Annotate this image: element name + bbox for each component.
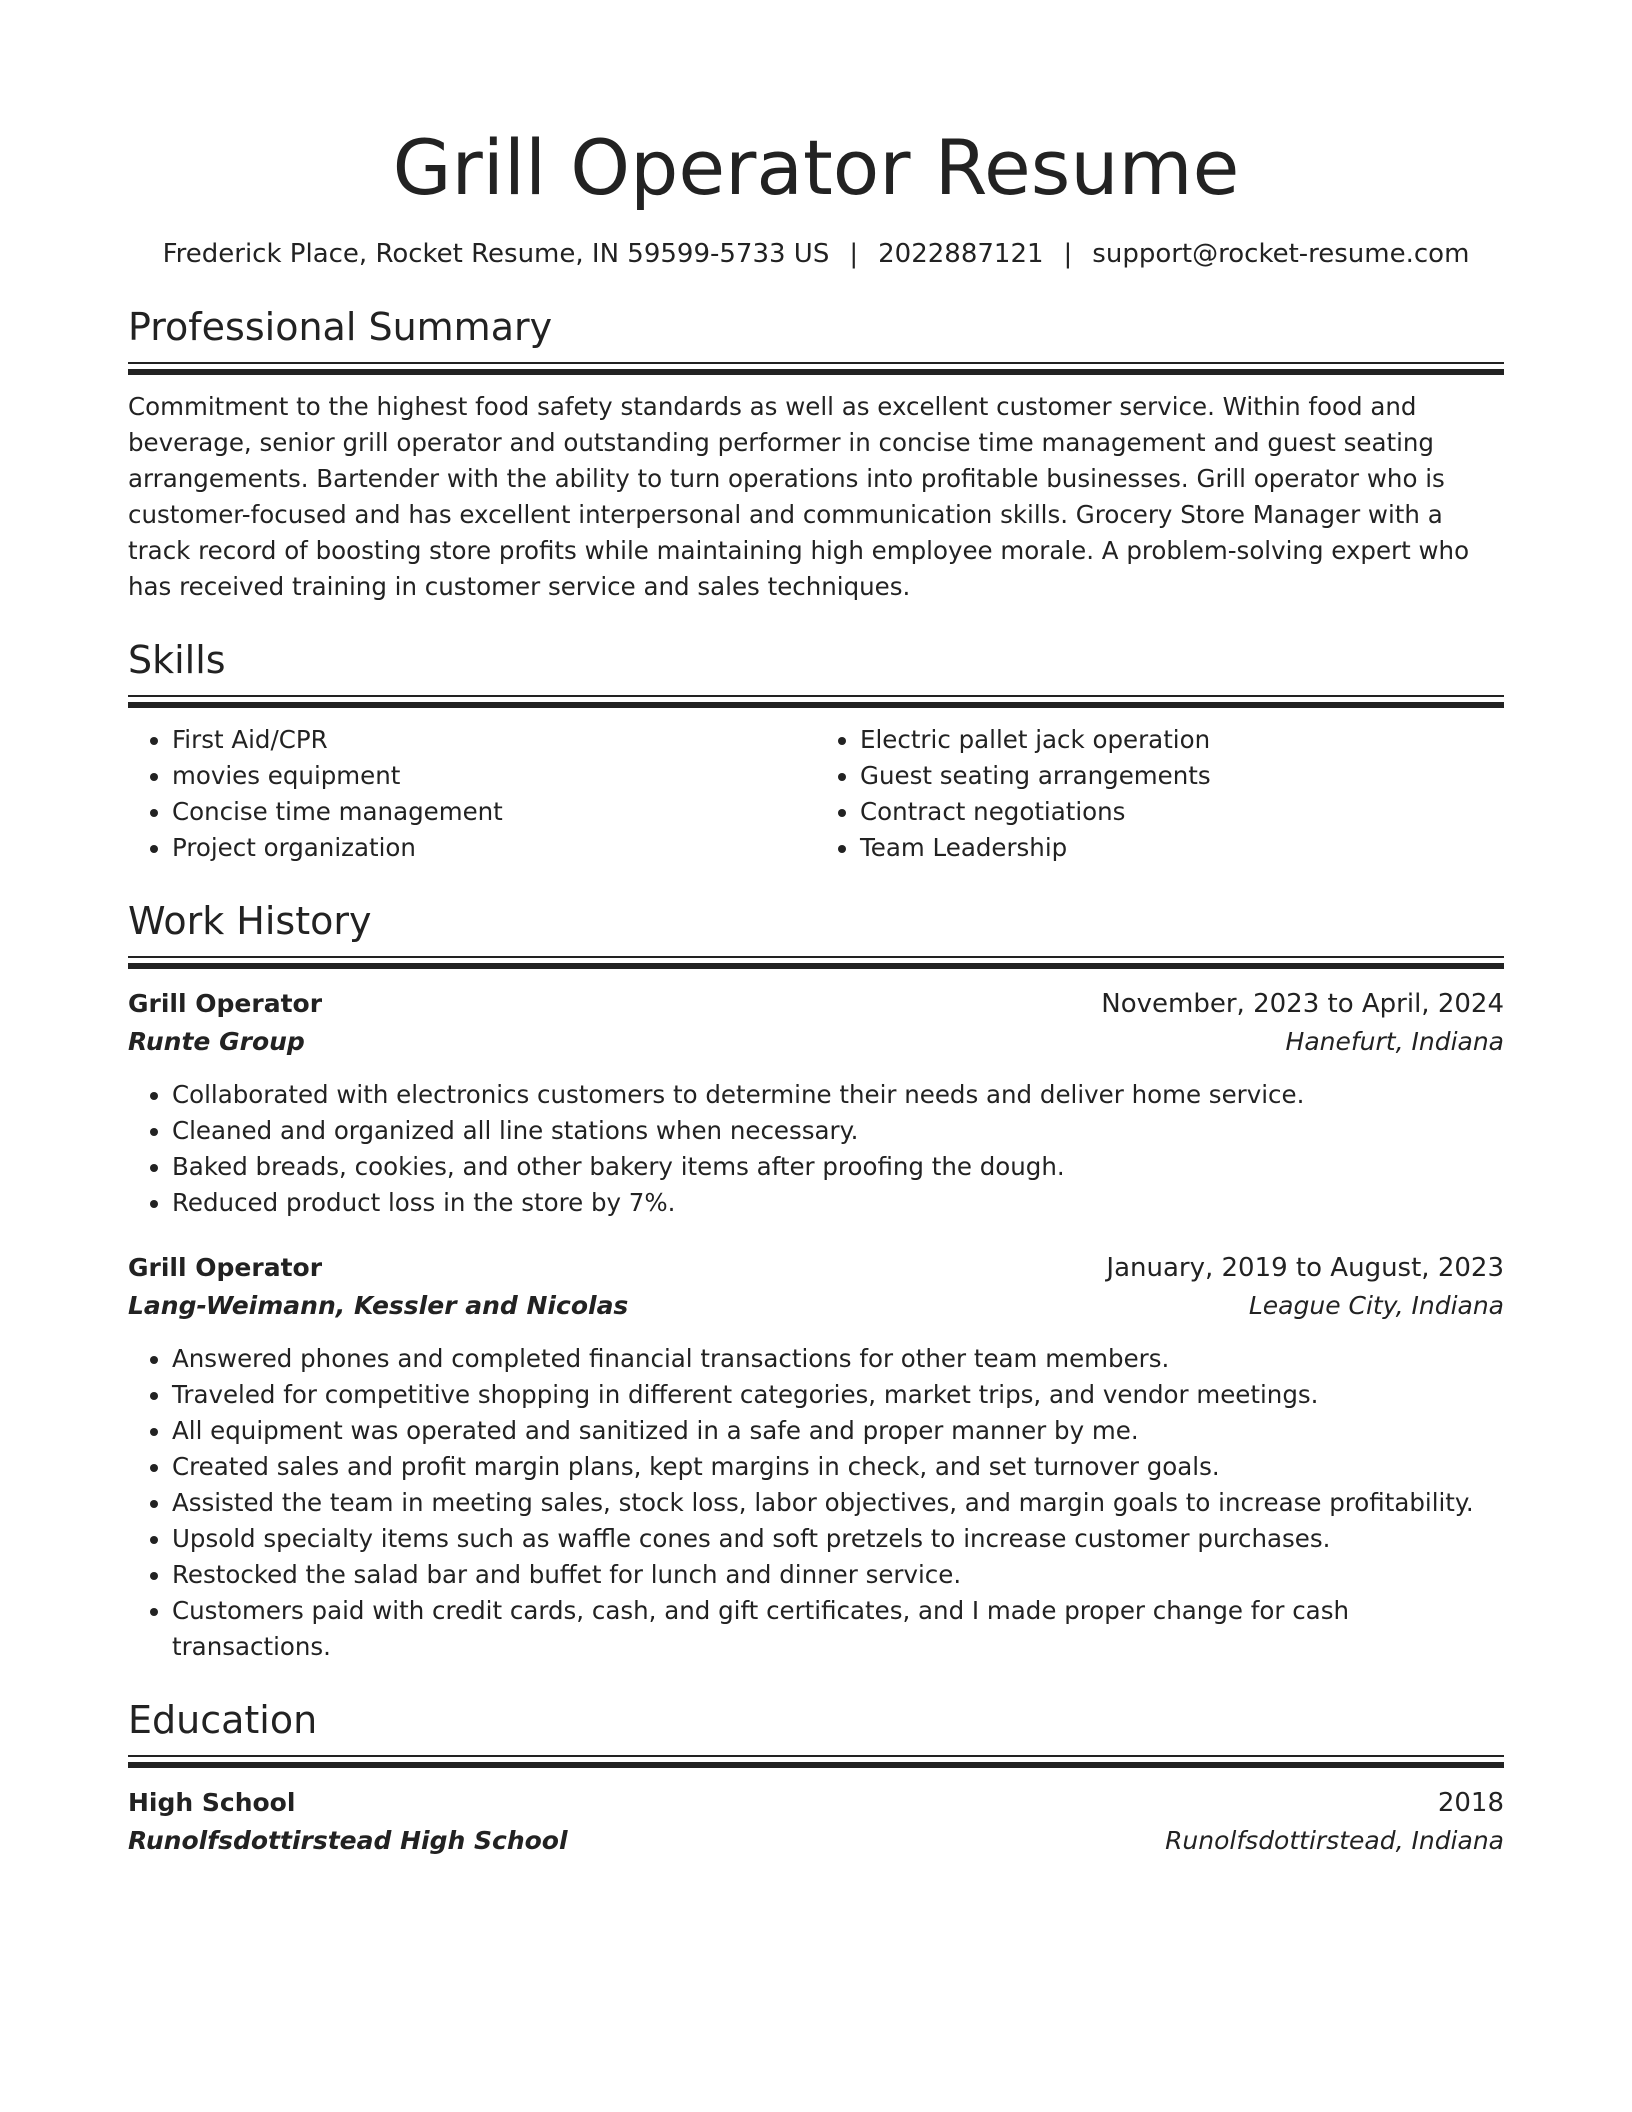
section-heading-education: Education bbox=[128, 1698, 318, 1742]
job-duty: • Reduced product loss in the store by 7%. bbox=[172, 1185, 1504, 1221]
skill-item: • Contract negotiations bbox=[860, 794, 1504, 830]
job-duty: • Assisted the team in meeting sales, stock loss, labor objectives, and margin goals to increase profitability. bbox=[172, 1485, 1504, 1521]
contact-email: support@rocket-resume.com bbox=[1092, 239, 1470, 269]
job-header bbox=[128, 985, 1504, 1023]
resume-title: Grill Operator Resume bbox=[392, 123, 1240, 212]
job-duty: • Collaborated with electronics customers to determine their needs and deliver home service. bbox=[172, 1077, 1504, 1113]
job-company: Runte Group bbox=[128, 1027, 305, 1056]
job-entry bbox=[128, 985, 1504, 1221]
job-subheader bbox=[128, 1287, 1504, 1325]
job-duty: • Traveled for competitive shopping in different categories, market trips, and vendor meetings. bbox=[172, 1377, 1504, 1413]
contact-address: Frederick Place, Rocket Resume, IN 59599-5733 US bbox=[162, 239, 830, 269]
job-duty: • Created sales and profit margin plans, kept margins in check, and set turnover goals. bbox=[172, 1449, 1504, 1485]
job-duty: • Answered phones and completed financial transactions for other team members. bbox=[172, 1341, 1504, 1377]
contact-line bbox=[128, 236, 1504, 272]
contact-separator: | bbox=[849, 239, 859, 269]
education-subheader bbox=[128, 1822, 1504, 1860]
education-year: 2018 bbox=[1437, 1788, 1504, 1818]
job-dates: January, 2019 to August, 2023 bbox=[1106, 1253, 1504, 1283]
summary-text: Commitment to the highest food safety standards as well as excellent customer service. Within food and beverage, senior grill operator and outstanding performer in concise time management and guest seating arrangements. Bartender with the ability to turn operations into profitable businesses. Grill operator who is customer-focused and has excellent interpersonal and communication skills. Grocery Store Manager with a track record of boosting store profits while maintaining high employee morale. A problem-solving expert who has received training in customer service and sales techniques. bbox=[128, 392, 1470, 601]
job-dates: November, 2023 to April, 2024 bbox=[1101, 989, 1504, 1019]
job-company: Lang-Weimann, Kessler and Nicolas bbox=[128, 1291, 629, 1320]
skills-columns bbox=[128, 722, 1504, 866]
skill-item: • First Aid/CPR bbox=[172, 722, 816, 758]
skills-section bbox=[128, 635, 1504, 866]
summary-section bbox=[128, 302, 1504, 605]
section-heading-work-history: Work History bbox=[128, 899, 372, 943]
education-entry bbox=[128, 1784, 1504, 1860]
job-duty: • Restocked the salad bar and buffet for lunch and dinner service. bbox=[172, 1557, 1504, 1593]
job-header bbox=[128, 1249, 1504, 1287]
job-title: Grill Operator bbox=[128, 989, 323, 1018]
job-duty: • Upsold specialty items such as waffle cones and soft pretzels to increase customer purchases. bbox=[172, 1521, 1504, 1557]
education-header bbox=[128, 1784, 1504, 1822]
skills-list-right bbox=[816, 722, 1504, 866]
work-history-section bbox=[128, 896, 1504, 1665]
education-school: Runolfsdottirstead High School bbox=[128, 1826, 568, 1855]
job-duty: • Customers paid with credit cards, cash, and gift certificates, and I made proper change for cash transactions. bbox=[172, 1593, 1504, 1665]
job-subheader bbox=[128, 1023, 1504, 1061]
skill-item: • Team Leadership bbox=[860, 830, 1504, 866]
section-heading-skills: Skills bbox=[128, 638, 226, 682]
job-location: Hanefurt, Indiana bbox=[1285, 1027, 1504, 1056]
job-duties bbox=[128, 1341, 1504, 1665]
education-section bbox=[128, 1695, 1504, 1860]
education-location: Runolfsdottirstead, Indiana bbox=[1165, 1826, 1504, 1855]
skill-item: • movies equipment bbox=[172, 758, 816, 794]
job-duties bbox=[128, 1077, 1504, 1221]
section-divider bbox=[128, 362, 1504, 375]
job-title: Grill Operator bbox=[128, 1253, 323, 1282]
section-heading-summary: Professional Summary bbox=[128, 305, 553, 349]
skills-list-left bbox=[128, 722, 816, 866]
job-entry bbox=[128, 1249, 1504, 1665]
section-divider bbox=[128, 1755, 1504, 1768]
section-divider bbox=[128, 695, 1504, 708]
education-degree: High School bbox=[128, 1788, 296, 1817]
job-duty: • Cleaned and organized all line stations when necessary. bbox=[172, 1113, 1504, 1149]
contact-separator: | bbox=[1063, 239, 1073, 269]
skill-item: • Guest seating arrangements bbox=[860, 758, 1504, 794]
skill-item: • Electric pallet jack operation bbox=[860, 722, 1504, 758]
section-divider bbox=[128, 956, 1504, 969]
job-duty: • Baked breads, cookies, and other bakery items after proofing the dough. bbox=[172, 1149, 1504, 1185]
job-location: League City, Indiana bbox=[1248, 1291, 1504, 1320]
skill-item: • Project organization bbox=[172, 830, 816, 866]
job-duty: • All equipment was operated and sanitized in a safe and proper manner by me. bbox=[172, 1413, 1504, 1449]
skill-item: • Concise time management bbox=[172, 794, 816, 830]
contact-phone: 2022887121 bbox=[878, 239, 1044, 269]
